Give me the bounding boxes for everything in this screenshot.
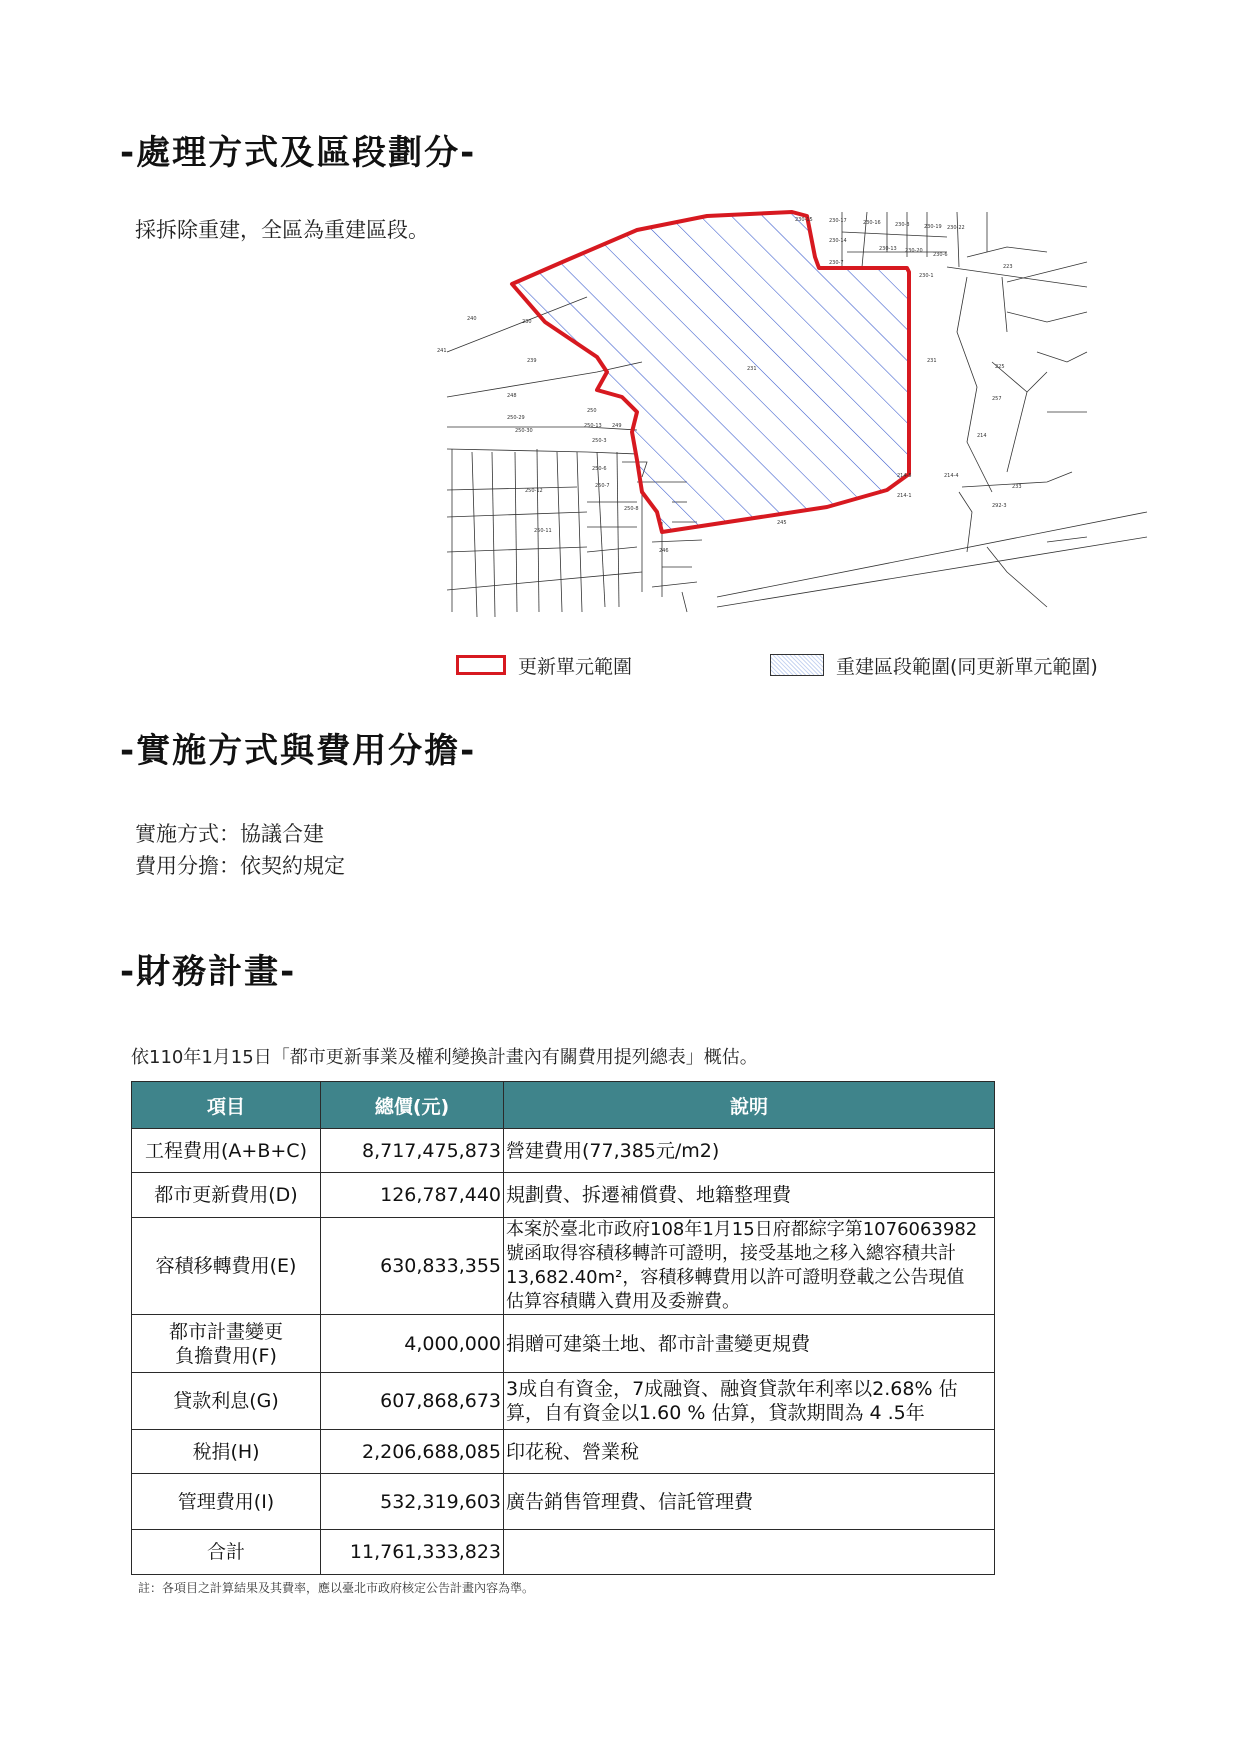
- svg-text:233: 233: [1012, 484, 1022, 490]
- svg-text:230-6: 230-6: [933, 252, 948, 258]
- svg-text:230-17: 230-17: [829, 218, 847, 224]
- table-row: [132, 1218, 995, 1315]
- section-title-finance: -財務計畫-: [120, 952, 297, 992]
- svg-text:250-13: 250-13: [584, 423, 602, 429]
- svg-text:225: 225: [995, 364, 1005, 370]
- svg-text:230-22: 230-22: [947, 225, 965, 231]
- svg-text:250: 250: [587, 408, 597, 414]
- row-amount: 11,761,333,823: [321, 1530, 504, 1575]
- row-description: [504, 1218, 995, 1315]
- svg-text:250-29: 250-29: [507, 415, 525, 421]
- svg-text:214: 214: [977, 433, 987, 439]
- site-map-drawing: [437, 212, 1140, 622]
- svg-text:231: 231: [747, 366, 757, 372]
- row-amount: 4,000,000: [321, 1315, 504, 1373]
- row-item: 合計: [132, 1530, 321, 1575]
- svg-text:230-20: 230-20: [905, 248, 923, 254]
- svg-text:230-13: 230-13: [879, 246, 897, 252]
- row-description-line: 號函取得容積移轉許可證明，接受基地之移入總容積共計: [506, 1243, 956, 1264]
- row-description: [504, 1530, 995, 1575]
- svg-text:250-8: 250-8: [624, 506, 639, 512]
- svg-text:257: 257: [992, 396, 1002, 402]
- row-item: 容積移轉費用(E): [132, 1218, 321, 1315]
- legend-unit-boundary-label: 更新單元範圍: [518, 655, 633, 678]
- legend-rebuild-zone: [770, 650, 1098, 680]
- row-description: 廣告銷售管理費、信託管理費: [504, 1474, 995, 1530]
- legend-red-box-icon: [456, 655, 506, 675]
- row-description-line: 算，自有資金以1.60 % 估算，貸款期間為 4 .5年: [506, 1402, 925, 1424]
- site-map: [437, 212, 1140, 622]
- row-description: 捐贈可建築土地、都市計畫變更規費: [504, 1315, 995, 1373]
- row-item: [132, 1315, 321, 1373]
- svg-text:250-30: 250-30: [515, 428, 533, 434]
- row-item: 貸款利息(G): [132, 1373, 321, 1430]
- row-amount: 532,319,603: [321, 1474, 504, 1530]
- legend-hatch-box-icon: [770, 654, 824, 676]
- row-description-line: 估算容積購入費用及委辦費。: [506, 1291, 740, 1312]
- row-item: 管理費用(I): [132, 1474, 321, 1530]
- row-description-line: 3成自有資金，7成融資、融資貸款年利率以2.68% 估: [506, 1378, 958, 1400]
- table-row: [132, 1315, 995, 1373]
- svg-text:248: 248: [507, 393, 517, 399]
- row-amount: 630,833,355: [321, 1218, 504, 1315]
- row-item-line: 都市計畫變更: [168, 1320, 283, 1343]
- table-row: [132, 1173, 995, 1218]
- row-description: 印花稅、營業稅: [504, 1430, 995, 1474]
- row-item: 工程費用(A+B+C): [132, 1129, 321, 1173]
- svg-text:230: 230: [522, 319, 532, 325]
- svg-text:246: 246: [659, 548, 669, 554]
- svg-text:239: 239: [527, 358, 537, 364]
- svg-text:241: 241: [437, 348, 447, 354]
- row-description: 營建費用(77,385元/m2): [504, 1129, 995, 1173]
- svg-text:231: 231: [927, 358, 937, 364]
- finance-intro: 依110年1月15日「都市更新事業及權利變換計畫內有關費用提列總表」概估。: [131, 1047, 758, 1068]
- implementation-method: 實施方式：協議合建: [135, 822, 324, 846]
- svg-text:249: 249: [612, 423, 622, 429]
- row-item-line: 負擔費用(F): [175, 1344, 277, 1367]
- table-row: [132, 1430, 995, 1474]
- section-title-zoning: -處理方式及區段劃分-: [120, 133, 477, 173]
- svg-text:250-7: 250-7: [595, 483, 610, 489]
- svg-text:292-3: 292-3: [992, 503, 1007, 509]
- zoning-description: 採拆除重建，全區為重建區段。: [135, 218, 429, 242]
- svg-text:223: 223: [1003, 264, 1013, 270]
- row-item: 都市更新費用(D): [132, 1173, 321, 1218]
- svg-text:230-1: 230-1: [919, 273, 934, 279]
- svg-text:230-15: 230-15: [795, 217, 813, 223]
- row-description-line: 13,682.40m²，容積移轉費用以許可證明登載之公告現值: [506, 1267, 965, 1288]
- row-amount: 8,717,475,873: [321, 1129, 504, 1173]
- svg-text:230-7: 230-7: [829, 260, 844, 266]
- svg-text:214-1: 214-1: [897, 493, 912, 499]
- svg-text:240: 240: [467, 316, 477, 322]
- row-item: 稅捐(H): [132, 1430, 321, 1474]
- finance-table: [131, 1081, 995, 1575]
- svg-text:230-19: 230-19: [924, 224, 942, 230]
- svg-text:230-16: 230-16: [863, 220, 881, 226]
- header-description: 說明: [504, 1082, 995, 1129]
- row-description-line: 本案於臺北市政府108年1月15日府都綜字第1076063982: [506, 1219, 978, 1240]
- redevelopment-unit-boundary: [512, 212, 909, 532]
- svg-text:250-11: 250-11: [534, 528, 552, 534]
- footnote: 註：各項目之計算結果及其費率，應以臺北市政府核定公告計畫內容為準。: [138, 1581, 535, 1595]
- table-row-total: [132, 1530, 995, 1575]
- svg-text:230-14: 230-14: [829, 238, 847, 244]
- row-amount: 607,868,673: [321, 1373, 504, 1430]
- legend-unit-boundary: [456, 650, 632, 680]
- legend-rebuild-zone-label: 重建區段範圍(同更新單元範圍): [836, 655, 1098, 678]
- svg-text:250-6: 250-6: [592, 466, 607, 472]
- row-amount: 2,206,688,085: [321, 1430, 504, 1474]
- svg-text:245: 245: [777, 520, 787, 526]
- row-description: 規劃費、拆遷補償費、地籍整理費: [504, 1173, 995, 1218]
- cost-sharing: 費用分擔：依契約規定: [135, 854, 345, 878]
- svg-text:214-4: 214-4: [944, 473, 959, 479]
- row-amount: 126,787,440: [321, 1173, 504, 1218]
- table-row: [132, 1373, 995, 1430]
- table-row: [132, 1474, 995, 1530]
- table-header-row: [132, 1082, 995, 1129]
- row-description: [504, 1373, 995, 1430]
- svg-text:250-12: 250-12: [525, 488, 543, 494]
- svg-text:214-5: 214-5: [897, 473, 912, 479]
- header-item: 項目: [132, 1082, 321, 1129]
- svg-text:230-3: 230-3: [895, 222, 910, 228]
- section-title-implementation: -實施方式與費用分擔-: [120, 731, 477, 771]
- header-amount: 總價(元): [321, 1082, 504, 1129]
- table-row: [132, 1129, 995, 1173]
- svg-text:250-3: 250-3: [592, 438, 607, 444]
